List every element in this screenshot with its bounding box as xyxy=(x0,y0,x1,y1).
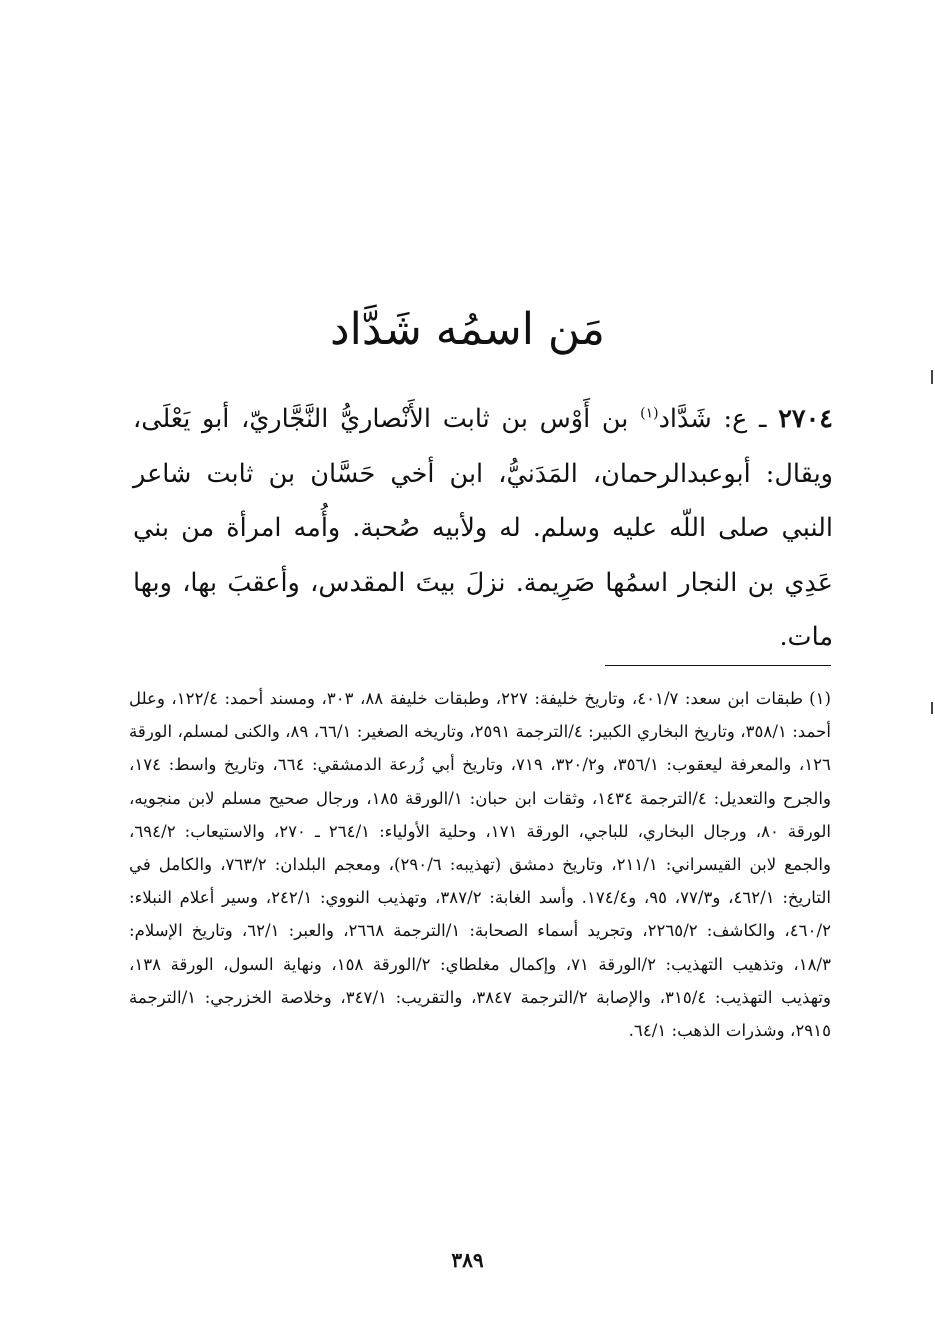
margin-mark xyxy=(931,702,933,714)
footnote xyxy=(129,682,831,1047)
biography-entry xyxy=(133,392,833,665)
entry-number: ٢٧٠٤ xyxy=(778,404,833,434)
section-title: مَن اسمُه شَدَّاد xyxy=(330,304,605,355)
margin-mark xyxy=(931,370,933,384)
footnote-reference: (١) xyxy=(640,405,659,422)
entry-text-after-note: بن أَوْس بن ثابت الأَنْصاريُّ النَّجَّاريّ، أبو يَعْلَى، ويقال: أبوعبدالرحمان، المَدَنيُّ، ابن أخي حَسَّان بن ثابت شاعر النبي صلى اللّه عليه وسلم. له ولأبيه صُحبة. وأُمه امرأة من بني عَدِي بن النجار اسمُها صَرِيمة. نزلَ بيتَ المقدس، وأعقبَ بها، وبها مات. xyxy=(133,404,833,652)
footnote-number: (١) xyxy=(809,689,831,708)
footnote-text: طبقات ابن سعد: ٤٠١/٧، وتاريخ خليفة: ٢٢٧، وطبقات خليفة ٨٨، ٣٠٣، ومسند أحمد: ١٢٢/٤، وعلل أحمد: ٣٥٨/١، وتاريخ البخاري الكبير: ٤/الترجمة ٢٥٩١، وتاريخه الصغير: ٦٦/١، ٨٩، والكنى لمسلم، الورقة ١٢٦، والمعرفة ليعقوب: ٣٥٦/١، و٣٢٠/٢، ٧١٩، وتاريخ أبي زُرعة الدمشقي: ٦٦٤، وتاريخ واسط: ١٧٤، والجرح والتعديل: ٤/الترجمة ١٤٣٤، وثقات ابن حبان: ١/الورقة ١٨٥، ورجال صحيح مسلم لابن منجويه، الورقة ٨٠، ورجال البخاري، للباجي، الورقة ١٧١، وحلية الأولياء: ٢٦٤/١ ـ ٢٧٠، والاستيعاب: ٦٩٤/٢، والجمع لابن القيسراني: ٢١١/١، وتاريخ دمشق (تهذيبه: ٢٩٠/٦)، ومعجم البلدان: ٧٦٣/٢، والكامل في التاريخ: ٤٦٢/١، و٧٧/٣، ٩٥، و١٧٤/٤. وأسد الغابة: ٣٨٧/٢، وتهذيب النووي: ٢٤٢/١، وسير أعلام النبلاء: ٤٦٠/٢، والكاشف: ٢٢٦٥/٢، وتجريد أسماء الصحابة: ١/الترجمة ٢٦٦٨، والعبر: ٦٢/١، وتاريخ الإسلام: ١٨/٣، وتذهيب التهذيب: ٢/الورقة ٧١، وإكمال مغلطاي: ٢/الورقة ١٥٨، ونهاية السول، الورقة ١٣٨، وتهذيب التهذيب: ٣١٥/٤، والإصابة ٢/الترجمة ٣٨٤٧، والتقريب: ٣٤٧/١، وخلاصة الخزرجي: ١/الترجمة ٢٩١٥، وشذرات الذهب: ٦٤/١. xyxy=(129,689,832,1041)
entry-text-before-note: ـ ع: شَدَّاد xyxy=(658,404,767,434)
page-number: ٣٨٩ xyxy=(451,1248,484,1272)
footnote-divider xyxy=(605,665,831,666)
